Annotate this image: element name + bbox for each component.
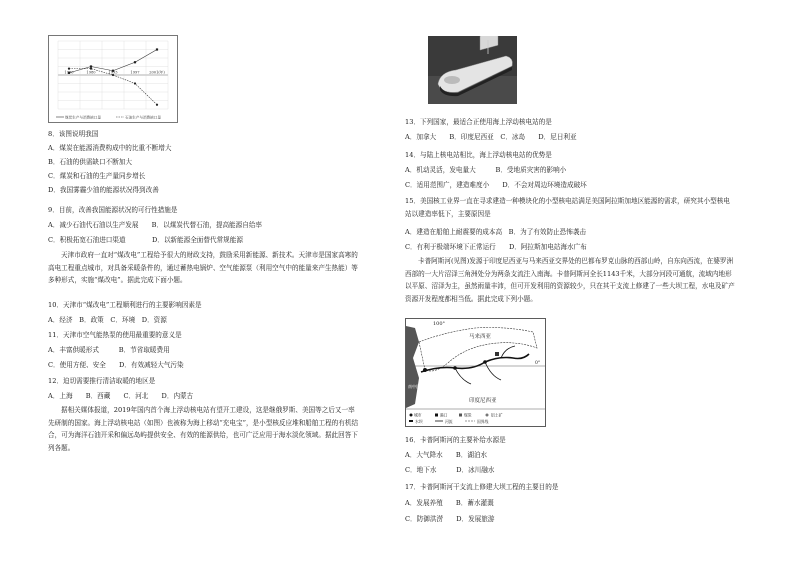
q8-option-b: B．石油的供需缺口不断加大 [48, 158, 132, 166]
q10-stem: 10．天津市“煤改电”工程顺利进行的主要影响因素是 [48, 301, 202, 309]
q13-options: A．加拿大 B．印度尼西亚 C．冰岛 D．尼日利亚 [405, 133, 577, 141]
map-longitude: 100° [433, 321, 446, 327]
legend-dam-icon [409, 420, 413, 422]
legend-border: 国界线 [477, 419, 489, 424]
kapuas-river-map [405, 318, 546, 427]
chart-point-1-0 [68, 68, 70, 70]
chart-point-1-1 [90, 68, 92, 70]
q14-stem: 14．与陆上核电站相比，海上浮动核电站的优势是 [405, 151, 552, 159]
q10-options: A．经济 B．政策 C．环境 D．资源 [48, 316, 167, 324]
q15-options-cd: C．有利于极端环境下正常运行 D．阿拉斯加电站海水广布 [405, 243, 587, 251]
map-city-2 [453, 366, 457, 370]
q8-stem: 8．该图说明我国 [48, 130, 99, 138]
q9-stem: 9．目前，改善我国能源状况的可行性措施是 [48, 206, 178, 214]
q9-options-cd: C．积极拓宽石油进口渠道 D．以新能源全面替代常规能源 [48, 236, 243, 244]
passage-kapuas: 卡普阿斯河(见图)发源于印度尼西亚与马来西亚交界处的巴都布罗克山脉的西部山岭，自东向西流，在婆罗洲西部的一大片沼泽三角洲处分为两条支流注入南海。卡普阿斯河全长1143千米，大部分河段可通航，流域内地形以平原、沼泽为主，虽然雨量丰沛，但可开发利用的资源较少，只在其干支流上修建了一些大坝工程，水电及矿产资源开发程度都相当低。据此完成下列小题。 [405, 257, 735, 303]
chart-x-tick: 2001(年) [149, 70, 165, 75]
gap-line-chart [48, 35, 178, 123]
passage-tianjin: 天津市政府一直对“煤改电”工程给予很大的财政支持，鼓励采用新能源、新技术。天津市是国家高寒的高电工程重点城市，对具备采暖条件的，通过蓄热电锅炉、空气能源泵（利用空气中的能量来产生热能）等多种形式，实施“煤改电”。据此完成下面小题。 [48, 251, 358, 284]
chart-point-0-1 [90, 65, 92, 67]
chart-point-0-4 [156, 48, 158, 50]
map-equator-label: 0° [535, 361, 541, 366]
floating-nuclear-plant-photo [428, 36, 517, 104]
map-city-3 [483, 360, 487, 364]
chart-x-tick: 1997 [130, 70, 140, 75]
q13-stem: 13．下列国家，最适合正使用海上浮动核电站的是 [405, 118, 552, 126]
q11-options-ab: A．丰富供暖形式 B．节省取暖费用 [48, 346, 170, 354]
legend-coal-icon [459, 414, 462, 417]
legend-coal-map: 煤炭 [464, 412, 472, 418]
q17-options-cd: C．防御洪涝 D．发展旅游 [405, 515, 495, 523]
q16-options-cd: C．地下水 D．冰川融水 [405, 466, 495, 474]
q14-options-ab: A．机动灵活，发电量大 B．受地质灾害的影响小 [405, 166, 567, 174]
q9-options-ab: A．减少石油代石油以生产发展 B．以煤炭代替石油，提高能源自给率 [48, 221, 263, 229]
q8-option-c: C．煤炭和石油的生产量同步增长 [48, 172, 146, 180]
chart-point-1-4 [156, 104, 158, 106]
map-city-pontianak [423, 368, 427, 372]
passage-nuclear: 据相关媒体报道，2019年国内首个海上浮动核电站有望开工建设，这是继俄罗斯、美国等之后又一率先研制的国家。海上浮动核电站（如图）也被称为海上移动“充电宝”，是小型核反应堆和船舶工程的有机结合，可为海洋石油开采和偏远岛屿提供安全、有效的能源供给，也可广泛应用于海水淡化领域。据此回答下列各题。 [48, 406, 359, 452]
legend-dam: 水坝 [415, 419, 423, 424]
map-country-north: 马来西亚 [469, 334, 492, 340]
chart-x-tick: 1980 [86, 70, 96, 75]
legend-city-icon [410, 414, 413, 417]
legend-bauxite: 铝土矿 [491, 412, 503, 418]
q16-stem: 16．卡普阿斯河的主要补给水源是 [405, 436, 506, 444]
q8-option-d: D．我国雾霾少油的能源状况得到改善 [48, 186, 159, 194]
ship-deck-dome [444, 76, 460, 84]
map-coal-site [495, 352, 499, 356]
legend-port: 港口 [440, 412, 448, 418]
q17-stem: 17．卡普阿斯河干支流上修建大坝工程的主要目的是 [405, 483, 559, 491]
legend-river: 河流 [445, 419, 453, 424]
chart-x-tick: 1970 [64, 70, 74, 75]
map-sea-label: 南中国海 [408, 384, 424, 389]
q17-options-ab: A．发展养殖 B．蓄水灌溉 [405, 499, 494, 507]
q8-option-a: A．煤炭在能源消费构成中的比重不断增大 [48, 144, 172, 152]
legend-coal: 煤炭生产与消费缺口量 [65, 115, 101, 120]
q12-stem: 12．迫切需要推行清洁取暖的地区是 [48, 377, 156, 385]
legend-bauxite-icon [486, 414, 489, 417]
q14-options-cd: C．适用范围广，建造难度小 D．不会对周边环境造成破坏 [405, 181, 587, 189]
map-country-south: 印度尼西亚 [469, 398, 497, 404]
legend-oil: 石油生产与消费缺口量 [125, 115, 161, 120]
q11-stem: 11．天津市空气能热泵的使用最重要的意义是 [48, 331, 182, 339]
legend-port-icon [435, 414, 438, 417]
q11-options-cd: C．使用方便、安全 D．有效减轻大气污染 [48, 361, 184, 369]
q16-options-ab: A．大气降水 B．湖泊水 [405, 451, 488, 459]
chart-x-tick: 1993 [108, 70, 118, 75]
chart-point-0-3 [134, 61, 136, 63]
chart-frame [49, 36, 178, 123]
legend-city: 城市 [414, 412, 422, 418]
chart-point-1-3 [134, 82, 136, 84]
q15-stem: 15．美国核工业界一直在寻求建造一种模块化的小型核电站满足美国阿拉斯加地区能源的需求，研究其小型核电站以建造率低下，主要原因是 [405, 197, 730, 218]
q15-options-ab: A．建造在船舶上耐震要的成本高 B．为了有效防止恐怖袭击 [405, 228, 587, 236]
q12-options: A．上海 B．西藏 C．河北 D．内蒙古 [48, 392, 194, 400]
